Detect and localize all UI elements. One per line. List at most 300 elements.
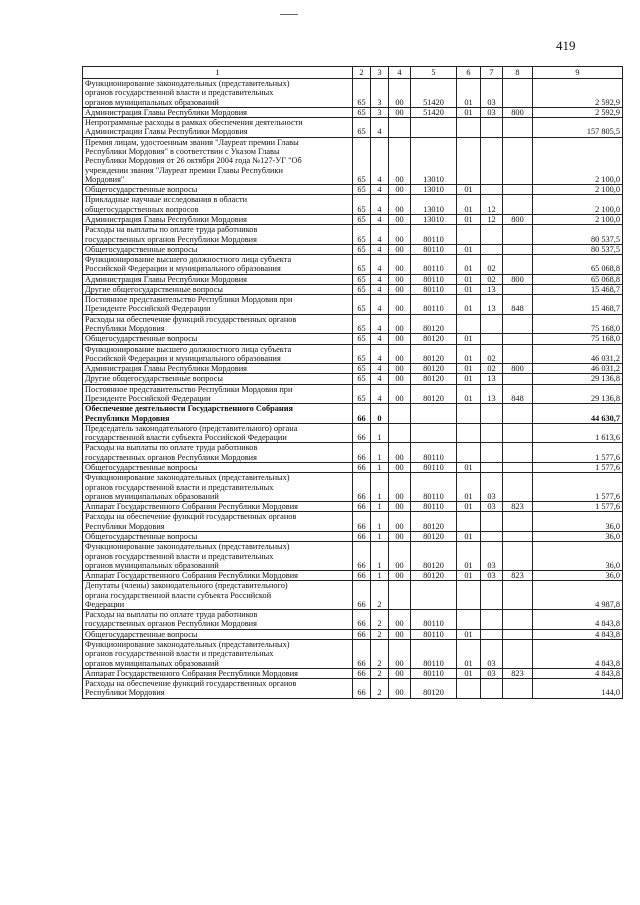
- column-header: 3: [371, 67, 389, 79]
- cell-expense-type: [503, 610, 533, 630]
- cell-section: 01: [457, 571, 481, 581]
- cell-subsection: 03: [481, 473, 503, 502]
- cell-name-line: Расходы на обеспечение функций государственных органов: [85, 314, 297, 324]
- cell-section: 01: [457, 542, 481, 571]
- table-row: [83, 423, 623, 443]
- page-number: 419: [556, 38, 576, 53]
- table-row: [83, 404, 623, 424]
- cell-subsection: [481, 334, 503, 344]
- table-row: [83, 118, 623, 138]
- cell-name-line: Общегосударственные вопросы: [85, 244, 198, 254]
- cell-program: 4: [371, 344, 389, 364]
- cell-program: 4: [371, 314, 389, 334]
- cell-section: [457, 225, 481, 245]
- cell-ministry: 65: [353, 137, 371, 184]
- cell-name-line: Аппарат Государственного Собрания Республики Мордовия: [85, 571, 298, 581]
- cell-name-line: органов муниципальных образований: [85, 560, 219, 570]
- cell-name: [83, 640, 353, 669]
- cell-name-line: Администрация Главы Республики Мордовия: [85, 107, 247, 117]
- cell-name: [83, 225, 353, 245]
- cell-section: [457, 443, 481, 463]
- cell-target-code: 13010: [411, 137, 457, 184]
- cell-amount: 4 843,8: [533, 668, 623, 678]
- cell-name: [83, 512, 353, 532]
- cell-section: [457, 423, 481, 443]
- cell-name: [83, 581, 353, 610]
- cell-subsection: [481, 531, 503, 541]
- cell-ministry: 65: [353, 79, 371, 108]
- cell-program: 2: [371, 610, 389, 630]
- cell-name-line: органов государственной власти и представительных: [85, 551, 274, 561]
- cell-name-line: органа государственной власти субъекта Российской: [85, 590, 272, 600]
- cell-subprogram: 00: [389, 473, 411, 502]
- cell-section: 01: [457, 255, 481, 275]
- cell-ministry: 65: [353, 384, 371, 404]
- cell-name-line: общегосударственных вопросов: [85, 204, 199, 214]
- cell-name-line: Функционирование высшего должностного лица субъекта: [85, 344, 292, 354]
- cell-name: [83, 344, 353, 364]
- cell-expense-type: [503, 374, 533, 384]
- cell-program: 4: [371, 255, 389, 275]
- cell-ministry: 66: [353, 668, 371, 678]
- cell-name: [83, 195, 353, 215]
- cell-subprogram: 00: [389, 137, 411, 184]
- cell-program: 4: [371, 185, 389, 195]
- cell-target-code: 13010: [411, 214, 457, 224]
- cell-subsection: 03: [481, 502, 503, 512]
- cell-section: 01: [457, 284, 481, 294]
- cell-expense-type: [503, 195, 533, 215]
- table-row: [83, 344, 623, 364]
- cell-name-line: Президенте Российской Федерации: [85, 304, 211, 314]
- cell-name: [83, 79, 353, 108]
- cell-name-line: Другие общегосударственные вопросы: [85, 284, 223, 294]
- cell-target-code: 80120: [411, 314, 457, 334]
- table-row: [83, 195, 623, 215]
- table-row: [83, 364, 623, 374]
- cell-program: 1: [371, 443, 389, 463]
- cell-target-code: 80110: [411, 610, 457, 630]
- cell-amount: 4 843,8: [533, 629, 623, 639]
- cell-name-line: Президенте Российской Федерации: [85, 394, 211, 403]
- column-header: 5: [411, 67, 457, 79]
- cell-expense-type: [503, 185, 533, 195]
- cell-name-line: Обеспечение деятельности Государственного Собрания: [85, 404, 293, 414]
- cell-name-line: органов государственной власти и представительных: [85, 482, 274, 492]
- cell-ministry: 65: [353, 344, 371, 364]
- cell-subsection: [481, 137, 503, 184]
- cell-name: [83, 384, 353, 404]
- cell-subsection: 13: [481, 374, 503, 384]
- cell-name-line: Расходы на выплаты по оплате труда работников: [85, 443, 258, 453]
- cell-subprogram: 00: [389, 462, 411, 472]
- cell-section: 01: [457, 244, 481, 254]
- cell-subsection: [481, 404, 503, 424]
- cell-ministry: 65: [353, 274, 371, 284]
- cell-program: 4: [371, 195, 389, 215]
- cell-target-code: 80110: [411, 462, 457, 472]
- cell-ministry: 66: [353, 640, 371, 669]
- cell-program: 1: [371, 473, 389, 502]
- cell-name-line: Аппарат Государственного Собрания Республики Мордовия: [85, 668, 298, 678]
- cell-amount: 29 136,8: [533, 384, 623, 404]
- cell-ministry: 66: [353, 462, 371, 472]
- cell-amount: 4 843,8: [533, 610, 623, 630]
- cell-subprogram: 00: [389, 384, 411, 404]
- cell-section: 01: [457, 629, 481, 639]
- cell-expense-type: [503, 443, 533, 463]
- cell-ministry: 65: [353, 334, 371, 344]
- cell-name-line: Общегосударственные вопросы: [85, 531, 198, 541]
- cell-ministry: 66: [353, 473, 371, 502]
- cell-program: 4: [371, 284, 389, 294]
- cell-expense-type: 823: [503, 571, 533, 581]
- cell-expense-type: [503, 512, 533, 532]
- cell-subprogram: 00: [389, 334, 411, 344]
- cell-amount: 80 537,5: [533, 244, 623, 254]
- cell-subprogram: 00: [389, 542, 411, 571]
- cell-ministry: 65: [353, 374, 371, 384]
- cell-name-line: Российской Федерации и муниципального образования: [85, 353, 281, 363]
- table-row: [83, 629, 623, 639]
- cell-program: 4: [371, 118, 389, 138]
- cell-ministry: 66: [353, 423, 371, 443]
- table-row: [83, 542, 623, 571]
- cell-name-line: Председатель законодательного (представительного) органа: [85, 423, 298, 433]
- cell-subprogram: 00: [389, 255, 411, 275]
- table-row: [83, 581, 623, 610]
- cell-program: 1: [371, 571, 389, 581]
- table-row: [83, 295, 623, 315]
- cell-ministry: 66: [353, 581, 371, 610]
- cell-name: [83, 274, 353, 284]
- cell-amount: 2 592,9: [533, 79, 623, 108]
- cell-expense-type: [503, 284, 533, 294]
- cell-subprogram: 00: [389, 679, 411, 699]
- cell-amount: 157 805,5: [533, 118, 623, 138]
- cell-program: 3: [371, 107, 389, 117]
- cell-name-line: органов государственной власти и представительных: [85, 88, 274, 98]
- cell-subprogram: 00: [389, 640, 411, 669]
- cell-amount: 65 068,8: [533, 274, 623, 284]
- cell-amount: 15 468,7: [533, 295, 623, 315]
- cell-target-code: 13010: [411, 195, 457, 215]
- column-header: 4: [389, 67, 411, 79]
- cell-section: 01: [457, 195, 481, 215]
- cell-target-code: 80110: [411, 244, 457, 254]
- cell-name: [83, 629, 353, 639]
- cell-section: 01: [457, 364, 481, 374]
- cell-ministry: 65: [353, 364, 371, 374]
- cell-name-line: Администрация Главы Республики Мордовия: [85, 274, 247, 284]
- cell-name-line: органов муниципальных образований: [85, 658, 219, 668]
- cell-subprogram: 00: [389, 274, 411, 284]
- cell-program: 0: [371, 404, 389, 424]
- cell-name: [83, 668, 353, 678]
- cell-ministry: 66: [353, 542, 371, 571]
- cell-name: [83, 462, 353, 472]
- cell-program: 1: [371, 423, 389, 443]
- cell-section: 01: [457, 344, 481, 364]
- cell-subprogram: 00: [389, 571, 411, 581]
- cell-name-line: Функционирование высшего должностного лица субъекта: [85, 255, 292, 265]
- cell-ministry: 66: [353, 443, 371, 463]
- table-row: [83, 462, 623, 472]
- cell-name-line: Администрации Главы Республики Мордовия: [85, 127, 248, 137]
- cell-subprogram: 00: [389, 668, 411, 678]
- table-body: [83, 79, 623, 699]
- cell-ministry: 66: [353, 404, 371, 424]
- cell-section: 01: [457, 374, 481, 384]
- cell-target-code: 80120: [411, 374, 457, 384]
- table-row: [83, 79, 623, 108]
- cell-amount: 75 168,0: [533, 334, 623, 344]
- cell-name: [83, 571, 353, 581]
- cell-expense-type: [503, 344, 533, 364]
- cell-amount: 2 592,9: [533, 107, 623, 117]
- cell-target-code: 80120: [411, 679, 457, 699]
- cell-subsection: 02: [481, 344, 503, 364]
- cell-program: 4: [371, 244, 389, 254]
- cell-target-code: 80110: [411, 473, 457, 502]
- cell-subprogram: 00: [389, 443, 411, 463]
- cell-section: 01: [457, 295, 481, 315]
- table-row: [83, 137, 623, 184]
- cell-amount: 2 100,0: [533, 137, 623, 184]
- cell-expense-type: 800: [503, 274, 533, 284]
- cell-name-line: Расходы на выплаты по оплате труда работников: [85, 610, 258, 620]
- cell-program: 1: [371, 502, 389, 512]
- table-row: [83, 107, 623, 117]
- cell-ministry: 65: [353, 255, 371, 275]
- table-row: [83, 610, 623, 630]
- cell-expense-type: [503, 225, 533, 245]
- cell-section: [457, 581, 481, 610]
- cell-amount: 36,0: [533, 542, 623, 571]
- column-header: 9: [533, 67, 623, 79]
- cell-section: [457, 404, 481, 424]
- cell-subsection: [481, 314, 503, 334]
- cell-expense-type: [503, 542, 533, 571]
- cell-target-code: 80120: [411, 542, 457, 571]
- cell-target-code: 13010: [411, 185, 457, 195]
- cell-amount: 80 537,5: [533, 225, 623, 245]
- table-row: [83, 284, 623, 294]
- cell-subsection: [481, 610, 503, 630]
- cell-name: [83, 334, 353, 344]
- cell-amount: 144,0: [533, 679, 623, 699]
- cell-subsection: 03: [481, 640, 503, 669]
- cell-name: [83, 118, 353, 138]
- cell-subsection: 02: [481, 274, 503, 284]
- cell-target-code: 80120: [411, 344, 457, 364]
- cell-subsection: 13: [481, 295, 503, 315]
- cell-subsection: 03: [481, 79, 503, 108]
- cell-name: [83, 284, 353, 294]
- cell-amount: 75 168,0: [533, 314, 623, 334]
- cell-name-line: органов муниципальных образований: [85, 491, 219, 501]
- cell-name-line: Мордовия": [85, 174, 125, 184]
- cell-program: 4: [371, 137, 389, 184]
- cell-section: 01: [457, 640, 481, 669]
- cell-subsection: 13: [481, 384, 503, 404]
- cell-section: [457, 118, 481, 138]
- cell-expense-type: [503, 581, 533, 610]
- cell-section: 01: [457, 185, 481, 195]
- table-row: [83, 473, 623, 502]
- column-header: 2: [353, 67, 371, 79]
- cell-expense-type: 800: [503, 364, 533, 374]
- cell-target-code: 80110: [411, 255, 457, 275]
- cell-name-line: Республики Мордовия: [85, 413, 170, 423]
- cell-name: [83, 531, 353, 541]
- cell-program: 1: [371, 512, 389, 532]
- cell-subprogram: 00: [389, 502, 411, 512]
- cell-subsection: 03: [481, 571, 503, 581]
- cell-ministry: 65: [353, 295, 371, 315]
- cell-target-code: 80120: [411, 531, 457, 541]
- cell-amount: 1 613,6: [533, 423, 623, 443]
- cell-amount: 1 577,6: [533, 502, 623, 512]
- cell-section: 01: [457, 473, 481, 502]
- cell-name: [83, 404, 353, 424]
- cell-subprogram: 00: [389, 244, 411, 254]
- cell-program: 2: [371, 629, 389, 639]
- cell-subprogram: 00: [389, 344, 411, 364]
- cell-name-line: Общегосударственные вопросы: [85, 185, 198, 195]
- cell-program: 1: [371, 462, 389, 472]
- cell-ministry: 65: [353, 225, 371, 245]
- cell-target-code: 51420: [411, 107, 457, 117]
- column-header: 1: [83, 67, 353, 79]
- cell-target-code: 80120: [411, 364, 457, 374]
- cell-target-code: 80110: [411, 284, 457, 294]
- cell-program: 4: [371, 384, 389, 404]
- cell-target-code: 80120: [411, 334, 457, 344]
- cell-section: 01: [457, 668, 481, 678]
- cell-amount: 36,0: [533, 571, 623, 581]
- table-row: [83, 640, 623, 669]
- cell-subprogram: [389, 404, 411, 424]
- cell-subsection: 03: [481, 107, 503, 117]
- cell-target-code: 80110: [411, 443, 457, 463]
- cell-amount: 1 577,6: [533, 473, 623, 502]
- cell-program: 2: [371, 640, 389, 669]
- cell-ministry: 66: [353, 629, 371, 639]
- cell-name: [83, 107, 353, 117]
- cell-name-line: Расходы на обеспечение функций государственных органов: [85, 512, 297, 522]
- cell-program: 2: [371, 581, 389, 610]
- cell-target-code: [411, 581, 457, 610]
- cell-program: 3: [371, 79, 389, 108]
- cell-expense-type: [503, 531, 533, 541]
- cell-ministry: 65: [353, 284, 371, 294]
- cell-amount: 46 031,2: [533, 364, 623, 374]
- cell-name-line: Премия лицам, удостоенным звания "Лауреат премии Главы: [85, 137, 299, 147]
- cell-name-line: Аппарат Государственного Собрания Республики Мордовия: [85, 502, 298, 512]
- cell-program: 4: [371, 295, 389, 315]
- cell-name-line: Функционирование законодательных (представительных): [85, 542, 290, 552]
- cell-target-code: [411, 404, 457, 424]
- cell-expense-type: [503, 679, 533, 699]
- cell-subprogram: 00: [389, 284, 411, 294]
- cell-expense-type: [503, 118, 533, 138]
- cell-ministry: 65: [353, 107, 371, 117]
- cell-name-line: органов муниципальных образований: [85, 97, 219, 107]
- cell-name-line: государственных органов Республики Мордовия: [85, 619, 257, 629]
- cell-target-code: 80110: [411, 225, 457, 245]
- cell-name-line: учреждении звания "Лауреат премии Главы Республики: [85, 165, 283, 175]
- cell-amount: 2 100,0: [533, 214, 623, 224]
- cell-target-code: 80110: [411, 668, 457, 678]
- cell-subprogram: 00: [389, 214, 411, 224]
- cell-expense-type: 800: [503, 214, 533, 224]
- cell-target-code: 80120: [411, 512, 457, 532]
- cell-expense-type: [503, 314, 533, 334]
- cell-name: [83, 364, 353, 374]
- cell-subprogram: 00: [389, 610, 411, 630]
- table-row: [83, 244, 623, 254]
- cell-subprogram: [389, 581, 411, 610]
- cell-name-line: Непрограммные расходы в рамках обеспечения деятельности: [85, 118, 303, 128]
- cell-subprogram: 00: [389, 107, 411, 117]
- cell-subprogram: [389, 118, 411, 138]
- cell-subprogram: 00: [389, 314, 411, 334]
- cell-ministry: 66: [353, 502, 371, 512]
- cell-name-line: Расходы на выплаты по оплате труда работников: [85, 225, 258, 235]
- cell-ministry: 66: [353, 531, 371, 541]
- table-row: [83, 668, 623, 678]
- cell-section: [457, 512, 481, 532]
- cell-name: [83, 137, 353, 184]
- cell-subsection: 02: [481, 364, 503, 374]
- cell-subprogram: 00: [389, 185, 411, 195]
- cell-name-line: Республики Мордовия: [85, 324, 165, 334]
- cell-ministry: 66: [353, 610, 371, 630]
- cell-name-line: Администрация Главы Республики Мордовия: [85, 364, 247, 374]
- cell-section: 01: [457, 214, 481, 224]
- table-row: [83, 214, 623, 224]
- cell-name-line: Депутаты (члены) законодательного (представительного): [85, 581, 288, 591]
- cell-target-code: 51420: [411, 79, 457, 108]
- cell-amount: 4 843,8: [533, 640, 623, 669]
- column-header: 7: [481, 67, 503, 79]
- cell-target-code: [411, 118, 457, 138]
- cell-name: [83, 185, 353, 195]
- cell-expense-type: 848: [503, 295, 533, 315]
- cell-expense-type: [503, 255, 533, 275]
- cell-ministry: 66: [353, 512, 371, 532]
- cell-name-line: Другие общегосударственные вопросы: [85, 374, 223, 384]
- table-row: [83, 274, 623, 284]
- table-row: [83, 512, 623, 532]
- cell-target-code: 80120: [411, 384, 457, 404]
- cell-section: 01: [457, 531, 481, 541]
- cell-section: [457, 137, 481, 184]
- cell-expense-type: [503, 334, 533, 344]
- cell-name-line: органов государственной власти и представительных: [85, 649, 274, 659]
- cell-subsection: [481, 225, 503, 245]
- cell-amount: 4 987,8: [533, 581, 623, 610]
- cell-amount: 1 577,6: [533, 443, 623, 463]
- table-row: [83, 571, 623, 581]
- cell-section: 01: [457, 502, 481, 512]
- table-row: [83, 502, 623, 512]
- cell-name: [83, 443, 353, 463]
- cell-amount: 65 068,8: [533, 255, 623, 275]
- cell-subprogram: 00: [389, 79, 411, 108]
- cell-ministry: 65: [353, 314, 371, 334]
